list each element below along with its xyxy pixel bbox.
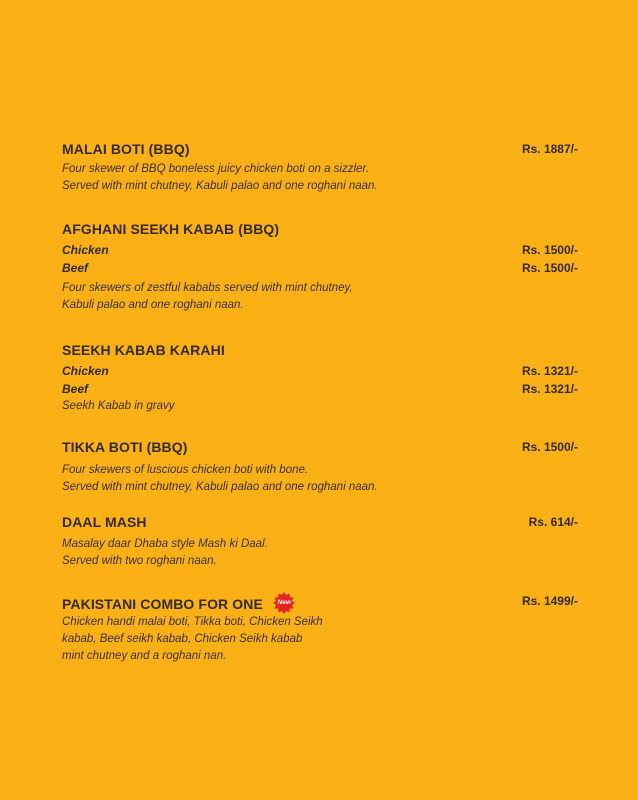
variant-name: Chicken: [62, 364, 109, 378]
item-price: Rs. 614/-: [528, 515, 578, 529]
variant-price: Rs. 1321/-: [521, 364, 578, 378]
menu-item-tikka-boti: [62, 438, 578, 496]
item-description-line: Four skewer of BBQ boneless juicy chicken boti on a sizzler.: [62, 163, 370, 175]
item-title: AFGHANI SEEKH KABAB (BBQ): [62, 221, 280, 237]
menu-item-seekh-kabab-karahi: [62, 341, 578, 415]
new-badge: [273, 592, 295, 614]
item-price: Rs. 1500/-: [521, 440, 578, 454]
variant-name: Beef: [62, 382, 89, 396]
menu-item-daal-mash: [62, 513, 578, 570]
menu-page: [62, 0, 578, 800]
variant-price: Rs. 1321/-: [521, 382, 578, 396]
item-title: MALAI BOTI (BBQ): [62, 141, 190, 157]
menu-item-pakistani-combo: [62, 592, 578, 665]
menu-item-afghani-seekh-kabab: [62, 220, 578, 314]
new-badge-label: New: [277, 599, 292, 606]
item-description-line: Seekh Kabab in gravy: [62, 400, 175, 412]
variant-price: Rs. 1500/-: [521, 261, 578, 275]
item-description-line: Served with mint chutney, Kabuli palao and one roghani naan.: [62, 481, 378, 493]
item-description-line: Four skewers of zestful kababs served with mint chutney,: [62, 282, 353, 294]
item-title: TIKKA BOTI (BBQ): [62, 439, 188, 455]
menu-item-malai-boti: [62, 140, 578, 195]
item-description-line: mint chutney and a roghani nan.: [62, 650, 227, 662]
item-description-line: kabab, Beef seikh kabab, Chicken Seikh kabab: [62, 633, 303, 645]
item-description-line: Chicken handi malai boti, Tikka boti, Chicken Seikh: [62, 616, 323, 628]
item-price: Rs. 1887/-: [521, 142, 578, 156]
variant-price: Rs. 1500/-: [521, 243, 578, 257]
item-description-line: Served with two roghani naan.: [62, 555, 217, 567]
item-title: PAKISTANI COMBO FOR ONE: [62, 596, 263, 612]
item-description-line: Kabuli palao and one roghani naan.: [62, 299, 244, 311]
variant-name: Chicken: [62, 243, 109, 257]
item-description-line: Masalay daar Dhaba style Mash ki Daal.: [62, 538, 268, 550]
item-price: Rs. 1499/-: [521, 594, 578, 608]
variant-name: Beef: [62, 261, 89, 275]
item-description-line: Served with mint chutney, Kabuli palao and one roghani naan.: [62, 180, 378, 192]
item-title: DAAL MASH: [62, 514, 147, 530]
item-description-line: Four skewers of luscious chicken boti with bone.: [62, 464, 309, 476]
item-title: SEEKH KABAB KARAHI: [62, 342, 225, 358]
